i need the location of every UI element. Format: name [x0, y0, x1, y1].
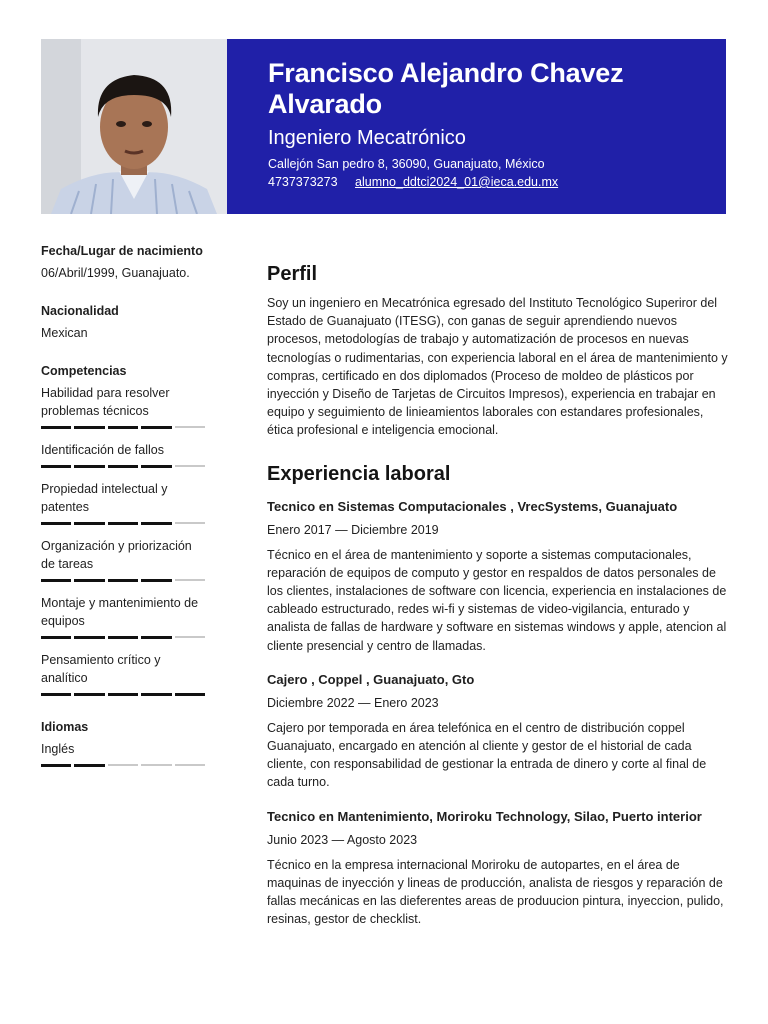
nationality-block: [41, 302, 205, 342]
skill-item: [41, 441, 205, 468]
skill-item: [41, 537, 205, 582]
skill-level-segment: [108, 426, 138, 429]
skills-list: [41, 384, 205, 696]
skill-name: Identificación de fallos: [41, 443, 164, 457]
email-link[interactable]: alumno_ddtci2024_01@ieca.edu.mx: [355, 175, 559, 189]
skill-level-segment: [141, 426, 171, 429]
sidebar: [41, 242, 205, 787]
skill-level-segment: [108, 636, 138, 639]
skill-level-segment: [108, 465, 138, 468]
languages-list: [41, 740, 205, 767]
skill-name: Organización y priorización de tareas: [41, 539, 192, 571]
birth-value: 06/Abril/1999, Guanajuato.: [41, 266, 190, 280]
birth-block: [41, 242, 205, 282]
person-name: Francisco Alejandro Chavez Alvarado: [268, 58, 624, 119]
skills-label: Competencias: [41, 364, 127, 378]
resume-header: [41, 39, 726, 214]
skill-level-bars: [41, 465, 205, 468]
languages-label: Idiomas: [41, 720, 89, 734]
profile-photo: [41, 39, 227, 214]
job-description: Técnico en la empresa internacional Moriroku de autopartes, en el área de maquinas de inyección y lineas de producción, analista de riesgos y reparación de fallas mecánicas en las dieferentes areas de produucion pintura, inyeccion, pulido, resinas, gestor de checklist.: [267, 857, 724, 927]
job-title: Tecnico en Sistemas Computacionales , VrecSystems, Guanajuato: [267, 498, 678, 514]
skill-level-segment: [175, 693, 205, 696]
skill-level-segment: [41, 579, 71, 582]
skill-item: [41, 480, 205, 525]
skill-level-segment: [74, 764, 104, 767]
phone-number: 4737373273: [268, 175, 338, 189]
nationality-label: Nacionalidad: [41, 304, 119, 318]
skills-block: [41, 362, 205, 696]
portrait-image: [41, 39, 227, 214]
skill-name: Propiedad intelectual y patentes: [41, 482, 168, 514]
skill-level-segment: [41, 426, 71, 429]
skill-level-bars: [41, 693, 205, 696]
skill-level-segment: [74, 426, 104, 429]
skill-level-segment: [41, 693, 71, 696]
skill-level-segment: [141, 465, 171, 468]
skill-level-bars: [41, 636, 205, 639]
nationality-value: Mexican: [41, 326, 88, 340]
skill-level-segment: [141, 636, 171, 639]
skill-level-segment: [175, 465, 205, 467]
skill-item: [41, 594, 205, 639]
profile-heading: Perfil: [267, 263, 318, 285]
skill-level-segment: [141, 579, 171, 582]
skill-level-segment: [41, 522, 71, 525]
skill-level-segment: [108, 579, 138, 582]
main-content: [267, 262, 729, 928]
skill-level-segment: [41, 465, 71, 468]
job-entry: [267, 498, 729, 655]
job-dates: Diciembre 2022 — Enero 2023: [267, 695, 439, 710]
experience-heading: Experiencia laboral: [267, 462, 451, 485]
profile-section: [267, 262, 729, 440]
job-entry: [267, 808, 729, 929]
job-description: Cajero por temporada en área telefónica en el centro de distribución coppel Guanajuato, encargado en atención al cliente y gestor de el historial de cada cliente, con responsabilidad de gestionar la entrada de dinero y corte al final de cada turno.: [267, 720, 707, 790]
languages-block: [41, 718, 205, 767]
birth-label: Fecha/Lugar de nacimiento: [41, 244, 203, 258]
skill-name: Montaje y mantenimiento de equipos: [41, 596, 199, 628]
skill-level-bars: [41, 579, 205, 582]
skill-level-segment: [108, 693, 138, 696]
skill-level-segment: [175, 579, 205, 581]
skill-item: [41, 651, 205, 696]
skill-level-segment: [41, 764, 71, 767]
skill-name: Habilidad para resolver problemas técnicos: [41, 386, 170, 418]
job-description: Técnico en el área de mantenimiento y soporte a sistemas computacionales, reparación de equipos de computo y gestor en respaldos de datos personales de los clientes, instalaciones de software con licencia, experiencia en instalaciones de cableado estructurado, redes wi-fi y sistemas de video-vigilancia, enturado y analista de fallas de hardware y software en sistemas windows y apple, atencion al cliente presencial y centro de llamadas.: [267, 547, 727, 653]
job-title: Cajero , Coppel , Guanajuato, Gto: [267, 671, 475, 687]
skill-level-segment: [74, 522, 104, 525]
job-entry: [267, 671, 729, 792]
skill-level-segment: [41, 636, 71, 639]
skill-level-bars: [41, 426, 205, 429]
job-dates: Enero 2017 — Diciembre 2019: [267, 522, 439, 537]
profile-text: Soy un ingeniero en Mecatrónica egresado del Instituto Tecnológico Superiror del Estado de Guanajuato (ITESG), con ganas de seguir aprendiendo nuevos procesos, metodologías de trabajo y automatización de procesos en nuevas tecnologías o rudimentarias, con experiencia laboral en el área de mantenimiento y compras, certificado en dos diplomados (Proceso de moldeo de plásticos por inyección y Diseño de Tarjetas de Circuitos Impresos), experiencia en trabajar en equipo y seguimiento de linieamientos laborales con estandares profesionales, ética profesional e inteligencia emocional.: [267, 296, 728, 438]
header-banner: [227, 39, 726, 214]
skill-level-segment: [108, 522, 138, 525]
skill-level-segment: [141, 693, 171, 696]
skill-name: Inglés: [41, 742, 75, 756]
skill-level-segment: [175, 636, 205, 638]
skill-level-segment: [74, 579, 104, 582]
contact-line: [268, 173, 706, 191]
experience-section: [267, 462, 729, 929]
skill-name: Pensamiento crítico y analítico: [41, 653, 161, 685]
skill-item: [41, 740, 205, 767]
skill-level-segment: [175, 764, 205, 766]
skill-level-segment: [74, 636, 104, 639]
skill-level-segment: [108, 764, 138, 766]
skill-level-segment: [175, 522, 205, 524]
job-role: Ingeniero Mecatrónico: [268, 127, 466, 149]
skill-level-bars: [41, 522, 205, 525]
skill-level-segment: [74, 465, 104, 468]
job-title: Tecnico en Mantenimiento, Moriroku Technology, Silao, Puerto interior: [267, 808, 702, 824]
skill-item: [41, 384, 205, 429]
skill-level-bars: [41, 764, 205, 767]
address: Callejón San pedro 8, 36090, Guanajuato, México: [268, 157, 545, 171]
skill-level-segment: [141, 522, 171, 525]
job-dates: Junio 2023 — Agosto 2023: [267, 832, 418, 847]
skill-level-segment: [175, 426, 205, 428]
skill-level-segment: [74, 693, 104, 696]
skill-level-segment: [141, 764, 171, 766]
